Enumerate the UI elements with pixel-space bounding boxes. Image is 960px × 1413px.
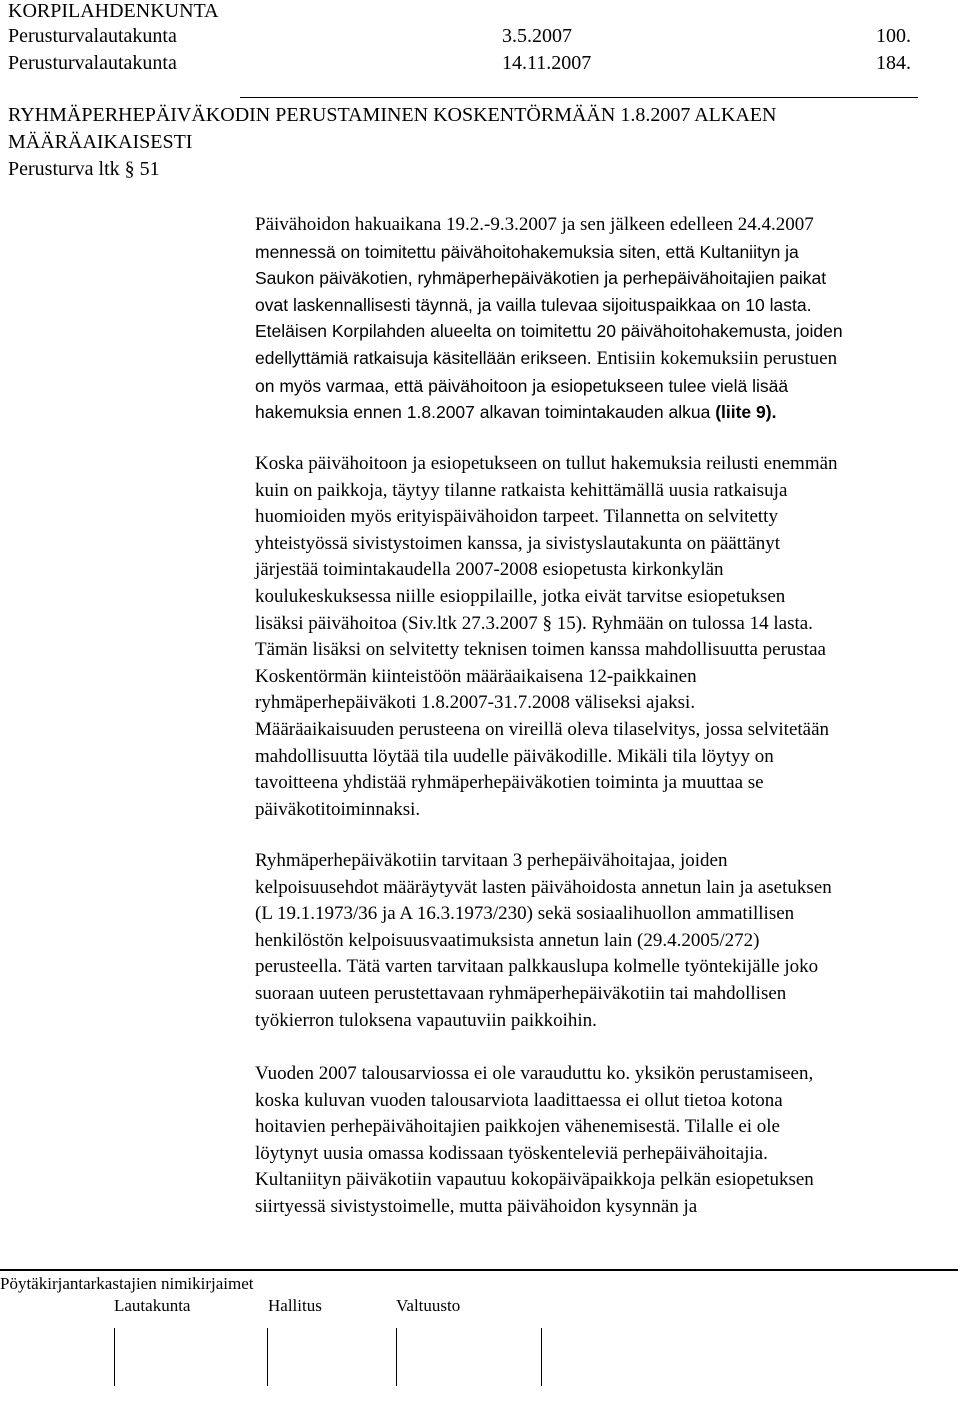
text-line: Määräaikaisuuden perusteena on vireillä oleva tilaselvitys, jossa selvitetään [255, 718, 830, 740]
text-line: Vuoden 2007 talousarviossa ei ole varauduttu ko. yksikön perustamiseen, [255, 1063, 814, 1084]
header-rule [240, 97, 918, 98]
text-line [255, 345, 960, 373]
attachment-reference: (liite 9). [715, 402, 777, 423]
signature-divider [114, 1328, 115, 1386]
text-line: Eteläisen Korpilahden alueelta on toimitettu 20 päivähoitohakemusta, joiden [255, 321, 843, 342]
text-line: (L 19.1.1973/36 ja A 16.3.1973/230) sekä sosiaalihuollon ammatillisen [255, 903, 795, 925]
text-line [255, 399, 960, 426]
text-line: ovat laskennallisesti täynnä, ja vailla tulevaa sijoituspaikkaa on 10 lasta. [255, 294, 812, 315]
text-line: lisäksi päivähoitoa (Siv.ltk 27.3.2007 § 15). Ryhmään on tulossa 14 lasta. [255, 612, 813, 634]
text-line: ryhmäperhepäiväkoti 1.8.2007-31.7.2008 väliseksi ajaksi. [255, 692, 696, 714]
signature-divider [396, 1328, 397, 1386]
text-segment: Entisiin kokemuksiin perustuen [596, 347, 838, 369]
header-body-1: Perusturvalautakunta [8, 25, 177, 47]
text-line: on myös varmaa, että päivähoitoon ja esiopetukseen tulee vielä lisää [255, 375, 789, 396]
text-line: tavoitteena yhdistää ryhmäperhepäiväkotien toiminta ja muuttaa se [255, 772, 764, 794]
text-line: koulukeskuksessa niille esioppilaille, jotka eivät tarvitse esiopetuksen [255, 585, 786, 607]
header-body-2: Perusturvalautakunta [8, 52, 177, 74]
footer-rule [0, 1269, 958, 1271]
text-line: yhteistyössä sivistystoimen kanssa, ja sivistyslautakunta on päättänyt [255, 532, 781, 554]
text-line: löytynyt uusia omassa kodissaan työskenteleviä perhepäivähoitajia. [255, 1142, 768, 1164]
paragraph-1 [255, 212, 960, 426]
text-line: Koska päivähoitoon ja esiopetukseen on tullut hakemuksia reilusti enemmän [255, 453, 838, 474]
signature-divider [267, 1328, 268, 1386]
section-reference: Perusturva ltk § 51 [8, 158, 160, 180]
text-line: mahdollisuutta löytää tila uudelle päiväkodille. Mikäli tila löytyy on [255, 745, 774, 767]
text-line: hoitavien perhepäivähoitajien paikkojen vähenemisestä. Tilalle ei ole [255, 1116, 780, 1138]
text-line: huomioiden myös erityispäivähoidon tarpeet. Tilannetta on selvitetty [255, 506, 778, 528]
document-title-line-2: MÄÄRÄAIKAISESTI [8, 131, 193, 153]
paragraph-4 [255, 1061, 960, 1221]
text-segment: edellyttämiä ratkaisuja käsitellään erikseen. [255, 347, 592, 368]
text-line: Saukon päiväkotien, ryhmäperhepäiväkotien ja perhepäivähoitajien paikat [255, 268, 827, 289]
text-line: henkilöstön kelpoisuusvaatimuksista annetun lain (29.4.2005/272) [255, 929, 760, 951]
footer-column-hallitus: Hallitus [268, 1296, 322, 1315]
text-line: mennessä on toimitettu päivähoitohakemuksia siten, että Kultaniityn ja [255, 241, 799, 262]
header-number-2: 184. [876, 52, 911, 74]
text-line: siirtyessä sivistystoimelle, mutta päivähoidon kysynnän ja [255, 1195, 698, 1217]
header-date-2: 14.11.2007 [502, 52, 592, 74]
text-line: päiväkotitoiminnaksi. [255, 798, 421, 820]
text-segment: hakemuksia ennen 1.8.2007 alkavan toimintakauden alkua [255, 402, 716, 423]
footer-title: Pöytäkirjantarkastajien nimikirjaimet [0, 1274, 254, 1293]
text-line: Koskentörmän kiinteistöön määräaikaisena 12-paikkainen [255, 665, 697, 687]
text-line: Tämän lisäksi on selvitetty teknisen toimen kanssa mahdollisuutta perustaa [255, 639, 826, 661]
footer-column-valtuusto: Valtuusto [396, 1296, 461, 1315]
document-title-line-1: RYHMÄPERHEPÄIVÄKODIN PERUSTAMINEN KOSKENTÖRMÄÄN 1.8.2007 ALKAEN [8, 104, 777, 126]
header-number-1: 100. [876, 25, 911, 47]
text-line: Kultaniityn päiväkotiin vapautuu kokopäiväpaikkoja pelkän esiopetuksen [255, 1169, 814, 1191]
text-line: koska kuluvan vuoden talousarviota laadittaessa ei ollut tietoa kotona [255, 1089, 783, 1111]
text-line: Päivähoidon hakuaikana 19.2.-9.3.2007 ja sen jälkeen edelleen 24.4.2007 [255, 214, 814, 235]
text-line: perusteella. Tätä varten tarvitaan palkkauslupa kolmelle työntekijälle joko [255, 956, 819, 978]
text-line: kuin on paikkoja, täytyy tilanne ratkaista kehittämällä uusia ratkaisuja [255, 479, 788, 501]
header-date-1: 3.5.2007 [502, 25, 572, 47]
text-line: työkierron tuloksena vapautuviin paikkoihin. [255, 1009, 597, 1031]
signature-divider [541, 1328, 542, 1386]
organization-name: KORPILAHDENKUNTA [8, 0, 219, 22]
footer-column-lautakunta: Lautakunta [114, 1296, 191, 1315]
text-line: järjestää toimintakaudella 2007-2008 esiopetusta kirkonkylän [255, 559, 724, 581]
paragraph-3 [255, 848, 960, 1034]
text-line: suoraan uuteen perustettavaan ryhmäperhepäiväkotiin tai mahdollisen [255, 982, 787, 1004]
text-line: Ryhmäperhepäiväkotiin tarvitaan 3 perhepäivähoitajaa, joiden [255, 850, 728, 871]
text-line: kelpoisuusehdot määräytyvät lasten päivähoidosta annetun lain ja asetuksen [255, 876, 832, 898]
paragraph-2 [255, 451, 960, 823]
